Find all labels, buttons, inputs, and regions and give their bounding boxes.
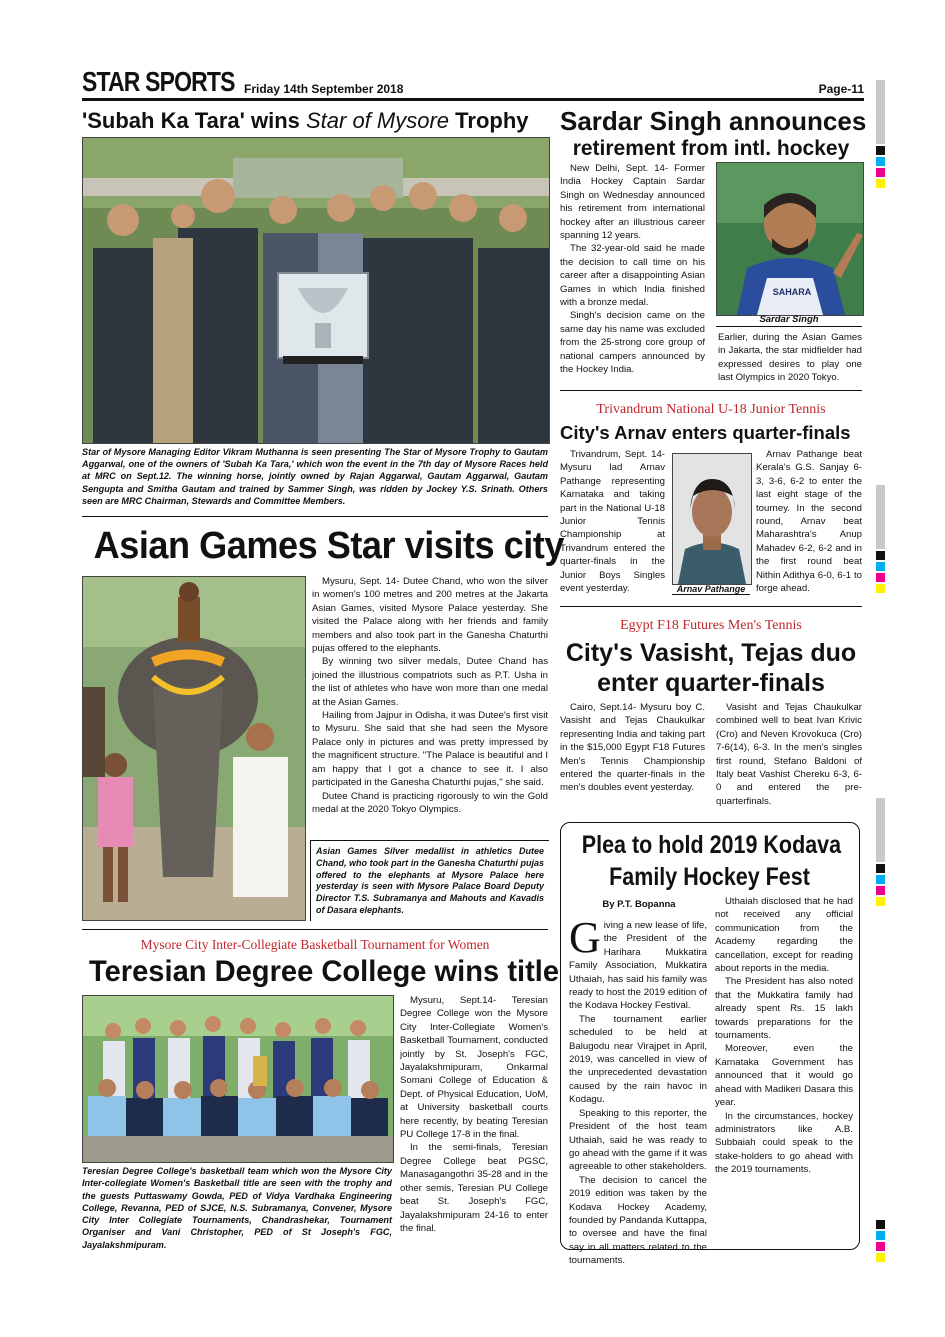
arnav-headline: City's Arnav enters quarter-finals xyxy=(560,422,851,443)
rule xyxy=(82,516,548,517)
registration-gray xyxy=(876,80,885,144)
arnav-photo xyxy=(672,453,752,585)
trophy-caption: Star of Mysore Managing Editor Vikram Muthanna is seen presenting The Star of Mysore Trophy to Gautam Aggarwal, one of the owners of 'Subah Ka Tara,' which won the event in the 7th day of Mysore Races held at MRC on Sept.12. The winning horse, jointly owned by Rajan Aggarwal, Gautam Aggarwal, Gautam Sengupta and Smitha Gautam and trained by Sammer Singh, was ridden by Jockey Y.S. Srinath. Others seen are MRC Chairman, Stewards and Committee Members. xyxy=(82,447,548,506)
teresian-caption: Teresian Degree College's basketball team which won the Mysore City Inter-collegiate Women's Basketball title are seen with the trophy and the guests Puttaswamy Gowda, PED of Vidya Vardhaka Engineering College, Revanna, PED of SJCE, N.S. Subramanya, Convener, Mysore City Inter Collegiate Tournaments, Chandrashekar, Tournament Organiser and Vani Christopher, PED of St Joseph's FGC, Jayalakshmipuram. xyxy=(82,1166,392,1250)
registration-yellow xyxy=(876,897,885,906)
kodava-byline: By P.T. Bopanna xyxy=(602,899,676,910)
registration-yellow xyxy=(876,179,885,188)
vasisht-headline: City's Vasisht, Tejas duo enter quarter-finals xyxy=(565,639,857,697)
rule xyxy=(560,390,862,391)
registration-gray xyxy=(876,798,885,862)
registration-black xyxy=(876,551,885,560)
registration-yellow xyxy=(876,1253,885,1262)
registration-black xyxy=(876,864,885,873)
asian-column: Mysuru, Sept. 14- Dutee Chand, who won the silver in women's 100 metres and 200 metres at the Jakarta Asian Games, visited Mysore Palace yesterday. She visited the Palace along with her friends and family members and also took part in the Ganesha Chaturthi pujas offered to the elephants. By winning two silver medals, Dutee Chand has joined the illustrious compatriots such as P.T. Usha in the list of athletes who have won more than one medal at the Asian Games. Hailing from Jajpur in Odisha, it was Dutee's first visit to Mysuru. She said that she had seen the Mysore Palace only in pictures and was pretty impressed by the magnificent structure. "The Palace is beautiful and I am happy that I got a chance to see it. I also participated in the Ganesha Chaturthi pujas," she said. Dutee Chand is practicing rigorously to win the Gold medal at the 2020 Tokyo Olympics. xyxy=(312,576,548,815)
teresian-column: Mysuru, Sept.14- Teresian Degree College won the Mysore City Inter-Collegiate Women's Basketball Tournament, conducted jointly by St. Joseph's FGC, Jayalakshmipuram, Onkarmal Somani College of Education & Dept. of Physical Education, UoM, at University basketball courts here recently, by beating Teresian PU College 17-8 in the final. In the semi-finals, Teresian Degree College beat PGSC, Manasagangothri 35-28 and in the other semis, Teresian PU College beat St. Joseph's FGC, Jayalakshmipuram 24-16 to enter the final. xyxy=(400,995,548,1234)
sardar-column-1: New Delhi, Sept. 14- Former India Hockey Captain Sardar Singh on Wednesday announced his retirement from international hockey after an illustrious career spanning 12 years. The 32-year-old said he made the decision to call time on his career after a disappointing Asian Games in which India finished with a bronze medal. Singh's decision came on the same day his name was excluded from the 25-strong core group of national campers announced by the Hockey India. xyxy=(560,163,705,376)
arnav-column-2: Arnav Pathange beat Kerala's G.S. Sanjay 6-3, 3-6, 6-2 to enter the last eight stage of the tourney. In the second round, Arnav beat Maharashtra's Anup Mahadev 6-2, 6-2 and in the first round beat Nithin Adithya 6-0, 6-1 to forge ahead. xyxy=(756,449,862,595)
registration-cyan xyxy=(876,1231,885,1240)
teresian-headline: Teresian Degree College wins title xyxy=(88,955,560,988)
registration-magenta xyxy=(876,1242,885,1251)
masthead xyxy=(82,66,864,102)
registration-yellow xyxy=(876,584,885,593)
registration-cyan xyxy=(876,875,885,884)
registration-strip xyxy=(876,80,885,1270)
registration-cyan xyxy=(876,157,885,166)
sardar-headline: Sardar Singh announces retirement from intl. hockey xyxy=(560,106,867,160)
jersey-text: SAHARA xyxy=(772,287,812,297)
section-title: STAR SPORTS xyxy=(82,66,235,97)
sardar-column-2: Earlier, during the Asian Games in Jakarta, the star midfielder had expressed desires to play one last Olympics in 2020 Tokyo. xyxy=(718,332,862,384)
trophy-headline: 'Subah Ka Tara' wins Star of Mysore Trophy xyxy=(82,108,529,133)
vasisht-kicker: Egypt F18 Futures Men's Tennis xyxy=(620,618,802,633)
teresian-photo xyxy=(82,995,394,1163)
page-number: Page-11 xyxy=(818,82,864,96)
registration-magenta xyxy=(876,886,885,895)
kodava-box xyxy=(560,822,860,1267)
arnav-photo-caption: Arnav Pathange xyxy=(672,584,750,595)
kodava-headline: Plea to hold 2019 Kodava Family Hockey Fest xyxy=(581,831,842,891)
teresian-kicker: Mysore City Inter-Collegiate Basketball Tournament for Women xyxy=(140,937,490,952)
masthead-rule xyxy=(82,98,864,101)
asian-photo xyxy=(82,576,306,921)
kodava-column-1: Giving a new lease of life, the President of the Harihara Mukkatira Family Association, Mukkatira Uthaiah, has said his family was ready to host the 2019 edition of the Kodava Hockey Festival. The tournament earlier scheduled to be held at Balugodu near Virajpet in April, 2019, was cancelled in view of the unprecedented devastation caused by the rain havoc in Kodagu. Speaking to this reporter, the President of the host team Uthaiah, said he was ready to go ahead with the game if it was agreeable to other stakeholders. The decision to cancel the 2019 edition was taken by the Kodava Hockey Academy, founded by Pandanda Kuttappa, to oversee and have the final say in all matters related to the tournaments. xyxy=(569,913,707,1267)
rule xyxy=(560,606,862,607)
registration-cyan xyxy=(876,562,885,571)
registration-black xyxy=(876,146,885,155)
rule xyxy=(82,929,548,930)
trophy-photo xyxy=(82,137,550,444)
sardar-photo-caption: Sardar Singh xyxy=(716,314,862,327)
kodava-column-2: Uthaiah disclosed that he had not received any official communication from the Academy regarding the cancellation, except for reading about reports in the media. The President has also noted that the Mukkatira family had already spent Rs. 15 lakh towards preparations for the tournaments. Moreover, even the Karnataka Government has announced that it would go ahead with Madikeri Dasara this year. In the circumstances, hockey administrators like A.B. Subbaiah could speak to the stake-holders to go ahead with the 2019 tournaments. xyxy=(715,896,853,1176)
registration-magenta xyxy=(876,168,885,177)
vasisht-column-2: Vasisht and Tejas Chaukulkar combined well to beat Ivan Krivic (Cro) and Neven Krovokuca (Cro) 7-6(14), 6-3. In the men's singles first round, Stefano Baldoni of Italy beat Vashist Chereku 6-3, 6-0 and entered the pre-quarterfinals. xyxy=(716,702,862,807)
asian-caption: Asian Games Silver medallist in athletics Dutee Chand, who took part in the Ganesha Chaturthi pujas offered to the elephants at Mysore Palace here yesterday is seen with Mysore Palace Board Deputy Director T.S. Subramanya and Mahouts and Kavadis of Dasara elephants. xyxy=(316,846,544,915)
registration-magenta xyxy=(876,573,885,582)
asian-headline: Asian Games Star visits city xyxy=(93,525,564,567)
issue-date: Friday 14th September 2018 xyxy=(244,82,404,96)
sardar-photo xyxy=(716,162,864,316)
dropcap: G xyxy=(569,913,601,962)
vasisht-column-1: Cairo, Sept.14- Mysuru boy C. Vasisht and Tejas Chaukulkar representing India and taking part in the $15,000 Egypt F18 Futures Men's Tennis Championship entered the quarter-finals in the men's doubles event yesterday. xyxy=(560,702,705,794)
registration-black xyxy=(876,1220,885,1229)
registration-gray xyxy=(876,485,885,549)
arnav-kicker: Trivandrum National U-18 Junior Tennis xyxy=(596,402,826,417)
arnav-column-1: Trivandrum, Sept. 14- Mysuru lad Arnav Pathange representing Karnataka and taking part in the National U-18 Junior Tennis Championship at Trivandrum entered the quarter-finals in the Junior Boys Singles event yesterday. xyxy=(560,449,665,595)
